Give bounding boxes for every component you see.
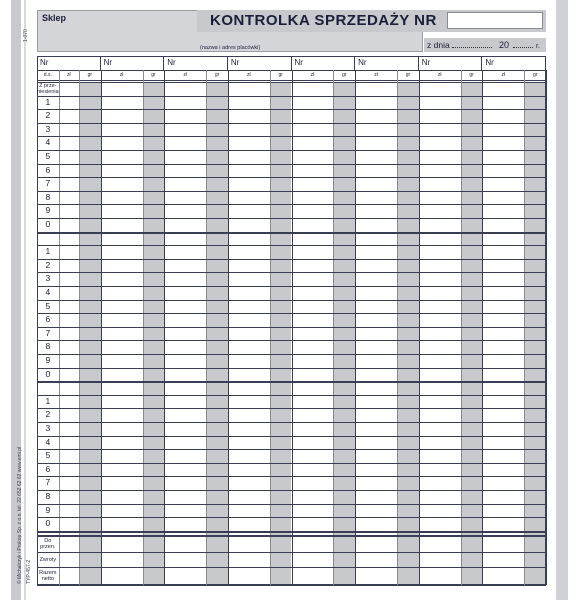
row-line [37,408,546,409]
digit-label: 0 [45,518,51,529]
row-line [37,585,546,586]
carried-forward-label: Do przen. [40,537,56,550]
left-binding-line [24,0,26,600]
sub-label-zl: zł [119,72,124,78]
row-line [37,286,546,287]
column-header-nr[interactable]: Nr [101,56,165,70]
column-header-nr[interactable]: Nr [355,56,419,70]
row-line [37,463,546,464]
digit-label: 9 [45,355,51,365]
digit-label: 2 [45,409,51,420]
sub-label-zl: zł [437,72,442,78]
sub-label-gr: gr [278,72,283,78]
sub-label-zl: zł [310,72,315,78]
digit-label: 3 [45,123,51,134]
digit-label: 3 [45,423,51,433]
sub-label-gr: gr [469,72,474,78]
right-edge-strip [556,0,568,600]
digit-label: 5 [45,151,51,161]
year-field[interactable] [513,47,533,48]
shop-label: Sklep [42,13,67,23]
row-line [37,567,546,568]
digit-label: 4 [45,137,51,148]
digit-label: 0 [45,368,51,379]
row-line [37,327,546,328]
sub-label-gr: gr [214,72,220,78]
row-line [37,150,546,151]
row-line [37,422,546,423]
corner-code: 1-070 [23,29,29,42]
column-header-nr[interactable]: Nr [228,56,292,70]
row-line [37,218,546,219]
digit-label: 5 [45,450,51,461]
net-total-label: Razem netto [39,569,57,582]
row-line [37,259,546,260]
column-header-nr[interactable]: Nr [482,56,546,70]
column-header-nr[interactable]: Nr [292,56,356,70]
date-prefix: z dnia [427,40,450,50]
row-line [37,164,546,165]
digit-label: 1 [45,395,51,406]
row-line [37,552,546,553]
date-field[interactable] [452,47,492,48]
row-line [37,313,546,314]
digit-label: 6 [45,463,51,474]
form-number-field[interactable] [447,12,543,29]
year-suffix: r. [536,43,540,50]
digit-label: 9 [45,205,51,216]
digit-label: 8 [45,491,51,501]
sub-label-zl: zł [374,72,378,78]
digit-label: 2 [45,110,51,121]
sub-label-gr: gr [342,72,347,78]
carry-over-label: Z prze- niesienia [37,83,59,95]
sub-label-gr: gr [151,72,156,78]
sub-label-zl: zł [501,72,506,78]
row-line [37,123,546,124]
sub-label-gr: gr [532,72,538,78]
row-line [37,517,546,518]
row-line [37,504,546,505]
form-title: KONTROLKA SPRZEDAŻY NR [210,12,437,29]
digit-label: 8 [45,191,51,202]
digit-label: 2 [45,259,51,270]
row-line [37,96,546,97]
row-line [37,136,546,137]
column-header-nr[interactable]: Nr [419,56,483,70]
form-code: TYP-457-2 [26,559,32,584]
row-line [37,436,546,437]
bottom-section-separator [37,535,546,537]
digit-label: 1 [45,96,51,107]
returns-label: Zwroty [39,556,57,563]
digit-label: 6 [45,314,51,325]
sub-label-gr: gr [87,72,93,78]
row-line [37,340,546,341]
digit-label: 3 [45,273,51,284]
publisher-info: © Michalczyk i Prokop Sp. z o.o. tel. 22 652 62 62 www.emi.pl [17,446,23,584]
row-line [37,368,546,369]
sub-label-ds: d.s. [43,72,52,78]
column-header-nr[interactable]: Nr [164,56,228,70]
sub-label-zl: zł [183,72,188,78]
digit-label: 8 [45,341,51,352]
digit-label: 0 [45,219,51,229]
digit-label: 4 [45,287,51,297]
row-line [37,395,546,396]
column-header-nr[interactable]: Nr [37,56,101,70]
row-line [37,490,546,491]
digit-label: 7 [45,477,51,488]
row-line [37,204,546,205]
row-line [37,272,546,273]
bottom-section-separator [37,531,546,533]
row-line [37,449,546,450]
row-line [37,245,546,246]
digit-label: 6 [45,164,51,175]
row-line [37,300,546,301]
digit-label: 7 [45,327,51,338]
sub-label-zl: zł [247,72,251,78]
row-line [37,476,546,477]
digit-label: 1 [45,246,51,257]
shop-note: (nazwa i adres placówki) [200,45,261,51]
row-line [37,109,546,110]
digit-label: 7 [45,178,51,189]
block-separator [37,381,546,383]
sub-label-zl: zł [66,72,71,78]
row-line [37,354,546,355]
year-prefix: 20 [499,40,510,50]
digit-label: 9 [45,504,51,515]
digit-label: 4 [45,436,51,447]
row-line [37,191,546,192]
column-divider [546,70,547,585]
block-separator [37,232,546,234]
digit-label: 5 [45,300,51,311]
sub-label-gr: gr [405,72,411,78]
row-line [37,177,546,178]
